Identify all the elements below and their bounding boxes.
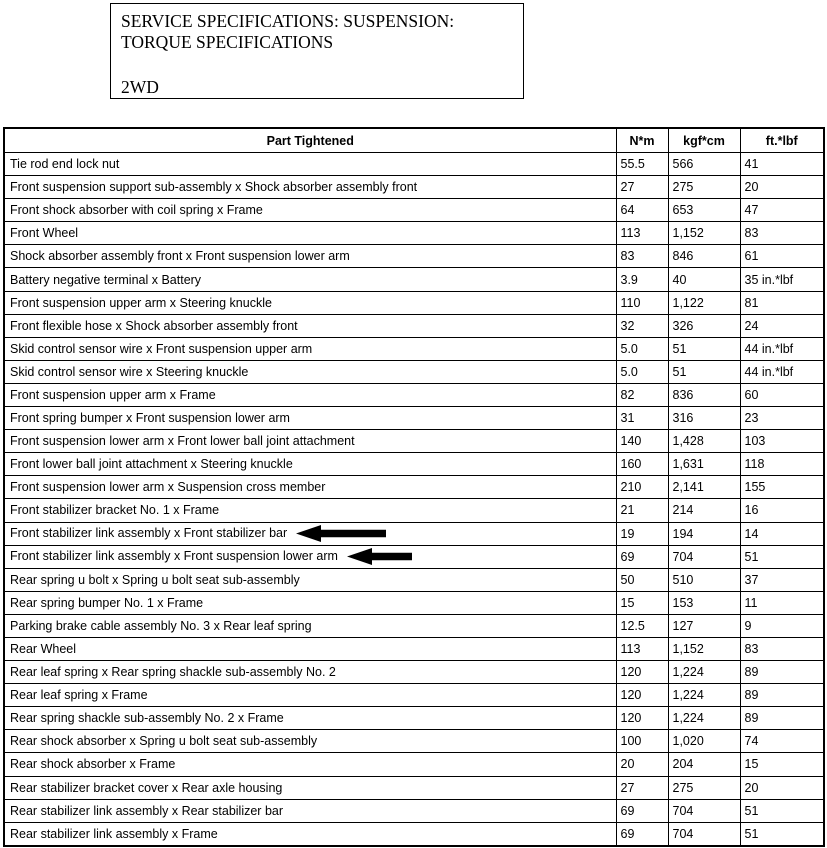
torque-spec-table [3,127,825,847]
table-row [4,753,824,776]
part-tightened-cell [4,707,616,730]
nm-cell: 83 [616,245,668,268]
part-tightened-cell [4,545,616,568]
part-tightened-cell [4,360,616,383]
kgfcm-cell: 704 [668,799,740,822]
part-tightened-text: Rear spring bumper No. 1 x Frame [10,595,204,610]
part-tightened-text: Rear stabilizer bracket cover x Rear axle housing [10,780,283,795]
table-row [4,268,824,291]
table-row [4,799,824,822]
ftlbf-cell: 81 [740,291,824,314]
part-tightened-text: Rear spring u bolt x Spring u bolt seat sub-assembly [10,572,300,587]
part-tightened-cell [4,614,616,637]
kgfcm-cell: 1,020 [668,730,740,753]
page-title-line2: TORQUE SPECIFICATIONS [121,32,334,52]
kgfcm-cell: 1,152 [668,637,740,660]
kgfcm-cell: 51 [668,337,740,360]
part-tightened-cell [4,499,616,522]
table-row [4,522,824,545]
part-tightened-text: Rear spring shackle sub-assembly No. 2 x Frame [10,711,284,726]
part-tightened-cell [4,568,616,591]
kgfcm-cell: 1,224 [668,684,740,707]
nm-cell: 5.0 [616,337,668,360]
nm-cell: 113 [616,222,668,245]
kgfcm-cell: 275 [668,176,740,199]
table-row [4,684,824,707]
table-row [4,314,824,337]
nm-cell: 120 [616,661,668,684]
part-tightened-cell [4,153,616,176]
ftlbf-cell: 89 [740,684,824,707]
part-tightened-text: Battery negative terminal x Battery [10,272,202,287]
part-tightened-text: Front Wheel [10,226,79,241]
ftlbf-cell: 37 [740,568,824,591]
part-tightened-cell [4,799,616,822]
table-row [4,430,824,453]
ftlbf-cell: 61 [740,245,824,268]
kgfcm-cell: 275 [668,776,740,799]
part-tightened-text: Front stabilizer link assembly x Front suspension lower arm [10,548,338,563]
kgfcm-cell: 1,224 [668,707,740,730]
kgfcm-cell: 510 [668,568,740,591]
kgfcm-cell: 1,224 [668,661,740,684]
part-tightened-cell [4,591,616,614]
part-tightened-text: Rear leaf spring x Rear spring shackle sub-assembly No. 2 [10,665,336,680]
part-tightened-cell [4,753,616,776]
nm-cell: 55.5 [616,153,668,176]
ftlbf-cell: 23 [740,407,824,430]
kgfcm-cell: 566 [668,153,740,176]
table-row [4,245,824,268]
part-tightened-text: Parking brake cable assembly No. 3 x Rear leaf spring [10,618,312,633]
nm-cell: 27 [616,776,668,799]
table-row [4,614,824,637]
ftlbf-cell: 16 [740,499,824,522]
nm-cell: 19 [616,522,668,545]
table-row [4,661,824,684]
part-tightened-cell [4,222,616,245]
part-tightened-cell [4,383,616,406]
nm-cell: 210 [616,476,668,499]
part-tightened-text: Front stabilizer link assembly x Front stabilizer bar [10,525,288,540]
nm-cell: 27 [616,176,668,199]
ftlbf-cell: 35 in.*lbf [740,268,824,291]
left-arrow-icon [296,525,386,542]
table-row [4,499,824,522]
table-row [4,568,824,591]
nm-cell: 3.9 [616,268,668,291]
kgfcm-cell: 214 [668,499,740,522]
ftlbf-cell: 9 [740,614,824,637]
kgfcm-cell: 51 [668,360,740,383]
ftlbf-cell: 89 [740,661,824,684]
kgfcm-cell: 2,141 [668,476,740,499]
kgfcm-cell: 846 [668,245,740,268]
kgfcm-cell: 194 [668,522,740,545]
kgfcm-cell: 153 [668,591,740,614]
ftlbf-cell: 51 [740,822,824,846]
nm-cell: 160 [616,453,668,476]
table-row [4,176,824,199]
ftlbf-cell: 74 [740,730,824,753]
nm-cell: 140 [616,430,668,453]
title-box [110,3,524,99]
nm-cell: 113 [616,637,668,660]
ftlbf-cell: 83 [740,637,824,660]
nm-cell: 69 [616,799,668,822]
nm-cell: 20 [616,753,668,776]
col-header-kgfcm: kgf*cm [668,128,740,153]
table-row [4,360,824,383]
ftlbf-cell: 11 [740,591,824,614]
part-tightened-text: Skid control sensor wire x Steering knuckle [10,364,249,379]
table-row [4,383,824,406]
part-tightened-text: Rear shock absorber x Frame [10,757,176,772]
kgfcm-cell: 326 [668,314,740,337]
part-tightened-text: Front lower ball joint attachment x Steering knuckle [10,457,293,472]
ftlbf-cell: 118 [740,453,824,476]
part-tightened-cell [4,776,616,799]
table-row [4,337,824,360]
table-body [4,153,824,846]
ftlbf-cell: 41 [740,153,824,176]
part-tightened-cell [4,522,616,545]
left-arrow-icon [347,548,412,565]
ftlbf-cell: 24 [740,314,824,337]
col-header-ftlbf: ft.*lbf [740,128,824,153]
nm-cell: 32 [616,314,668,337]
nm-cell: 31 [616,407,668,430]
ftlbf-cell: 44 in.*lbf [740,337,824,360]
ftlbf-cell: 20 [740,176,824,199]
nm-cell: 21 [616,499,668,522]
nm-cell: 64 [616,199,668,222]
kgfcm-cell: 40 [668,268,740,291]
table-row [4,453,824,476]
nm-cell: 110 [616,291,668,314]
nm-cell: 5.0 [616,360,668,383]
nm-cell: 120 [616,707,668,730]
nm-cell: 100 [616,730,668,753]
kgfcm-cell: 653 [668,199,740,222]
part-tightened-text: Front stabilizer bracket No. 1 x Frame [10,503,220,518]
ftlbf-cell: 155 [740,476,824,499]
part-tightened-cell [4,337,616,360]
part-tightened-cell [4,661,616,684]
col-header-part-tightened: Part Tightened [4,128,616,153]
ftlbf-cell: 44 in.*lbf [740,360,824,383]
table-row [4,637,824,660]
part-tightened-cell [4,430,616,453]
kgfcm-cell: 1,631 [668,453,740,476]
ftlbf-cell: 51 [740,545,824,568]
kgfcm-cell: 836 [668,383,740,406]
ftlbf-cell: 60 [740,383,824,406]
nm-cell: 120 [616,684,668,707]
ftlbf-cell: 103 [740,430,824,453]
part-tightened-cell [4,176,616,199]
table-row [4,476,824,499]
part-tightened-text: Front suspension upper arm x Frame [10,387,216,402]
part-tightened-cell [4,730,616,753]
kgfcm-cell: 204 [668,753,740,776]
part-tightened-text: Front suspension upper arm x Steering knuckle [10,295,272,310]
nm-cell: 12.5 [616,614,668,637]
part-tightened-text: Front spring bumper x Front suspension lower arm [10,411,290,426]
kgfcm-cell: 704 [668,545,740,568]
table-row [4,407,824,430]
part-tightened-cell [4,637,616,660]
ftlbf-cell: 20 [740,776,824,799]
part-tightened-text: Front flexible hose x Shock absorber assembly front [10,318,298,333]
kgfcm-cell: 1,428 [668,430,740,453]
part-tightened-text: Front suspension lower arm x Suspension cross member [10,480,326,495]
ftlbf-cell: 83 [740,222,824,245]
drivetrain-variant: 2WD [121,77,159,97]
part-tightened-cell [4,684,616,707]
part-tightened-cell [4,245,616,268]
kgfcm-cell: 1,122 [668,291,740,314]
ftlbf-cell: 14 [740,522,824,545]
table-header-row [4,128,824,153]
part-tightened-text: Rear stabilizer link assembly x Frame [10,826,218,841]
page-title-line1: SERVICE SPECIFICATIONS: SUSPENSION: [121,11,455,31]
kgfcm-cell: 127 [668,614,740,637]
part-tightened-text: Rear leaf spring x Frame [10,688,148,703]
nm-cell: 50 [616,568,668,591]
part-tightened-text: Rear stabilizer link assembly x Rear stabilizer bar [10,803,284,818]
part-tightened-text: Skid control sensor wire x Front suspension upper arm [10,341,313,356]
part-tightened-text: Rear Wheel [10,642,76,657]
kgfcm-cell: 1,152 [668,222,740,245]
kgfcm-cell: 316 [668,407,740,430]
part-tightened-text: Tie rod end lock nut [10,157,120,172]
part-tightened-cell [4,453,616,476]
table-row [4,776,824,799]
part-tightened-text: Front suspension support sub-assembly x Shock absorber assembly front [10,180,418,195]
part-tightened-cell [4,268,616,291]
table-row [4,822,824,846]
table-row [4,591,824,614]
table-row [4,222,824,245]
nm-cell: 82 [616,383,668,406]
part-tightened-text: Front shock absorber with coil spring x Frame [10,203,263,218]
part-tightened-cell [4,476,616,499]
part-tightened-cell [4,822,616,846]
ftlbf-cell: 47 [740,199,824,222]
ftlbf-cell: 89 [740,707,824,730]
table-row [4,730,824,753]
table-row [4,199,824,222]
part-tightened-text: Front suspension lower arm x Front lower ball joint attachment [10,434,355,449]
table-row [4,291,824,314]
table-row [4,153,824,176]
part-tightened-text: Shock absorber assembly front x Front suspension lower arm [10,249,350,264]
part-tightened-cell [4,407,616,430]
nm-cell: 69 [616,822,668,846]
nm-cell: 15 [616,591,668,614]
ftlbf-cell: 15 [740,753,824,776]
part-tightened-cell [4,314,616,337]
part-tightened-cell [4,291,616,314]
nm-cell: 69 [616,545,668,568]
col-header-nm: N*m [616,128,668,153]
table-row [4,545,824,568]
part-tightened-text: Rear shock absorber x Spring u bolt seat sub-assembly [10,734,318,749]
ftlbf-cell: 51 [740,799,824,822]
part-tightened-cell [4,199,616,222]
kgfcm-cell: 704 [668,822,740,846]
table-row [4,707,824,730]
